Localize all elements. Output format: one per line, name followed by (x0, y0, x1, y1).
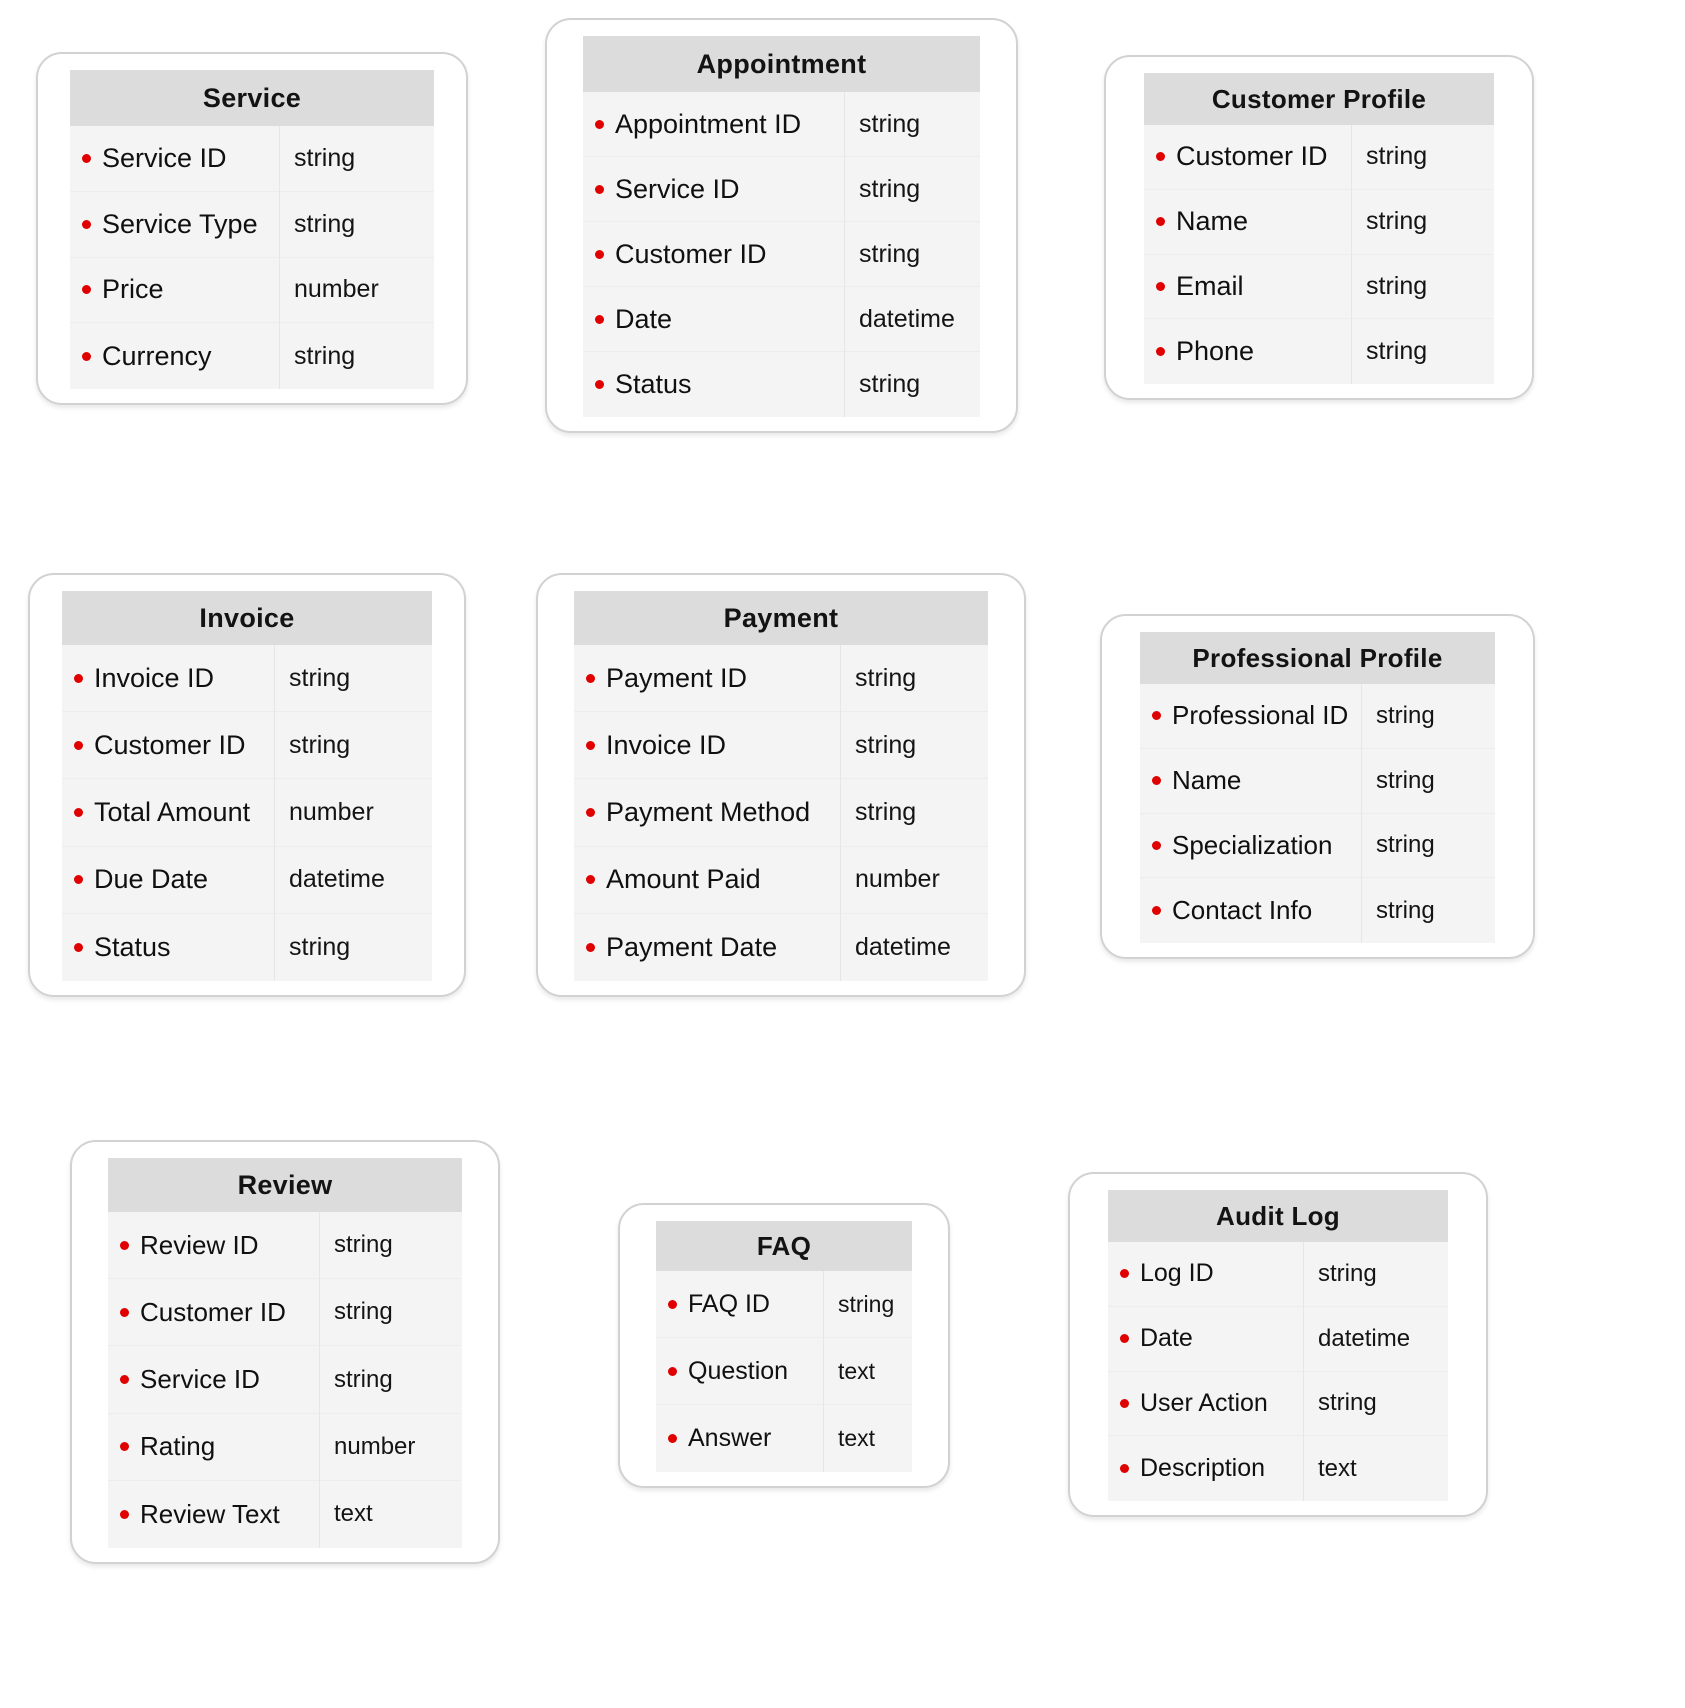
bullet-icon (586, 674, 595, 683)
attribute-type: text (334, 1500, 373, 1528)
attribute-name-cell (108, 1212, 320, 1279)
bullet-icon (1120, 1399, 1129, 1408)
attribute-row (1140, 684, 1495, 749)
bullet-icon (586, 943, 595, 952)
attribute-type: string (1366, 207, 1428, 236)
attribute-row (1144, 190, 1494, 255)
attribute-type: string (1376, 831, 1435, 859)
attribute-type-cell (280, 258, 434, 324)
attribute-row (1108, 1242, 1448, 1307)
attribute-table-appointment (583, 92, 980, 417)
attribute-table-invoice (62, 645, 432, 981)
attribute-name: Currency (102, 340, 212, 371)
attribute-name-cell (656, 1405, 824, 1472)
attribute-type: string (859, 370, 921, 398)
attribute-type-cell (845, 352, 980, 417)
attribute-row (1144, 255, 1494, 320)
bullet-icon (1156, 217, 1165, 226)
entity-title-service: Service (70, 70, 434, 126)
attribute-name: Contact Info (1172, 895, 1313, 926)
attribute-type: string (1318, 1259, 1377, 1287)
bullet-icon (120, 1241, 129, 1250)
bullet-icon (1120, 1464, 1129, 1473)
attribute-table-faq (656, 1271, 912, 1472)
attribute-type: string (859, 109, 921, 138)
attribute-name-cell (574, 914, 841, 981)
attribute-name: Due Date (94, 864, 209, 895)
attribute-type: string (1366, 142, 1428, 171)
attribute-type: string (334, 1365, 393, 1393)
attribute-name-cell (574, 779, 841, 846)
attribute-name-cell (1144, 125, 1352, 190)
bullet-icon (120, 1308, 129, 1317)
attribute-name: Payment Date (606, 931, 778, 962)
attribute-type-cell (1304, 1307, 1448, 1372)
attribute-type-cell (275, 779, 432, 846)
attribute-row (1108, 1307, 1448, 1372)
attribute-name-cell (1108, 1372, 1304, 1437)
attribute-type-cell (320, 1481, 462, 1548)
attribute-name: Date (615, 303, 673, 334)
attribute-row (62, 645, 432, 712)
attribute-type-cell (275, 914, 432, 981)
attribute-row (656, 1338, 912, 1405)
attribute-row (108, 1414, 462, 1481)
attribute-type: number (294, 275, 379, 304)
attribute-row (70, 192, 434, 258)
attribute-name-cell (656, 1271, 824, 1338)
attribute-name: Status (615, 369, 692, 399)
attribute-name: FAQ ID (688, 1289, 770, 1318)
attribute-name-cell (574, 847, 841, 914)
attribute-type-cell (320, 1414, 462, 1481)
bullet-icon (82, 352, 91, 361)
entity-card-audit-log[interactable] (1068, 1172, 1488, 1517)
bullet-icon (74, 875, 83, 884)
attribute-name: Question (688, 1356, 789, 1385)
attribute-name: Log ID (1140, 1259, 1214, 1288)
attribute-type-cell (1304, 1242, 1448, 1307)
entity-title-customer-profile: Customer Profile (1144, 73, 1494, 125)
attribute-type-cell (320, 1346, 462, 1413)
attribute-name: Payment ID (606, 662, 748, 693)
attribute-row (62, 847, 432, 914)
entity-title-faq: FAQ (656, 1221, 912, 1271)
attribute-type: datetime (289, 865, 385, 894)
bullet-icon (82, 220, 91, 229)
attribute-row (1140, 814, 1495, 879)
entity-card-appointment[interactable] (545, 18, 1018, 433)
entity-card-payment[interactable] (536, 573, 1026, 997)
attribute-name: Status (94, 931, 171, 962)
attribute-name-cell (1144, 255, 1352, 320)
attribute-name: Customer ID (615, 238, 767, 269)
attribute-type-cell (841, 779, 988, 846)
attribute-name: Email (1176, 270, 1244, 301)
attribute-type: datetime (859, 304, 955, 333)
attribute-name: Professional ID (1172, 700, 1349, 731)
attribute-type: string (1366, 337, 1428, 366)
attribute-type: string (294, 341, 356, 370)
bullet-icon (586, 808, 595, 817)
attribute-name-cell (574, 645, 841, 712)
attribute-type: string (1318, 1389, 1377, 1417)
bullet-icon (74, 943, 83, 952)
entity-card-faq[interactable] (618, 1203, 950, 1488)
attribute-name: Customer ID (1176, 141, 1328, 172)
attribute-name: Description (1140, 1454, 1266, 1483)
attribute-name-cell (583, 222, 845, 287)
attribute-name: Phone (1176, 336, 1255, 367)
attribute-type: string (1376, 701, 1435, 729)
bullet-icon (586, 875, 595, 884)
bullet-icon (668, 1434, 677, 1443)
bullet-icon (1156, 282, 1165, 291)
attribute-type: string (289, 663, 351, 692)
attribute-type: string (1366, 271, 1428, 300)
attribute-type: string (855, 798, 917, 826)
attribute-type: datetime (855, 932, 951, 961)
attribute-row (574, 847, 988, 914)
attribute-name-cell (108, 1414, 320, 1481)
bullet-icon (595, 315, 604, 324)
attribute-name-cell (1140, 684, 1362, 749)
attribute-name: Date (1140, 1324, 1193, 1353)
attribute-name: Customer ID (140, 1296, 286, 1327)
bullet-icon (595, 380, 604, 389)
attribute-type: number (334, 1432, 416, 1460)
entity-title-professional-profile: Professional Profile (1140, 632, 1495, 684)
attribute-name-cell (583, 352, 845, 417)
attribute-row (583, 157, 980, 222)
attribute-name: Amount Paid (606, 864, 761, 895)
entity-title-review: Review (108, 1158, 462, 1212)
attribute-name: User Action (1140, 1388, 1268, 1417)
entity-card-invoice[interactable] (28, 573, 466, 997)
attribute-type: string (289, 932, 351, 961)
attribute-name-cell (1144, 319, 1352, 384)
attribute-row (1108, 1436, 1448, 1501)
attribute-type-cell (845, 287, 980, 352)
entity-title-payment: Payment (574, 591, 988, 645)
attribute-type-cell (1352, 319, 1494, 384)
attribute-name: Specialization (1172, 829, 1333, 860)
bullet-icon (120, 1375, 129, 1384)
entity-card-service[interactable] (36, 52, 468, 405)
attribute-type-cell (1304, 1372, 1448, 1437)
attribute-type-cell (841, 645, 988, 712)
attribute-name: Answer (688, 1424, 772, 1452)
attribute-type: string (859, 239, 921, 268)
attribute-row (108, 1212, 462, 1279)
bullet-icon (1152, 776, 1161, 785)
attribute-name-cell (62, 645, 275, 712)
attribute-name-cell (62, 779, 275, 846)
attribute-row (70, 323, 434, 389)
entity-card-review[interactable] (70, 1140, 500, 1564)
attribute-row (70, 258, 434, 324)
attribute-row (62, 779, 432, 846)
bullet-icon (1156, 152, 1165, 161)
attribute-name: Service ID (615, 173, 740, 204)
attribute-type: text (838, 1425, 876, 1451)
attribute-type: string (859, 174, 921, 203)
attribute-type: string (855, 663, 917, 692)
attribute-row (108, 1279, 462, 1346)
attribute-type: string (855, 730, 917, 759)
attribute-type-cell (280, 126, 434, 192)
attribute-row (656, 1405, 912, 1472)
attribute-row (656, 1271, 912, 1338)
attribute-name-cell (70, 323, 280, 389)
attribute-table-service (70, 126, 434, 389)
attribute-row (574, 914, 988, 981)
attribute-type-cell (1304, 1436, 1448, 1501)
entity-card-customer-profile[interactable] (1104, 55, 1534, 400)
attribute-type-cell (275, 712, 432, 779)
attribute-name-cell (1108, 1242, 1304, 1307)
attribute-type-cell (275, 847, 432, 914)
attribute-name: Name (1176, 206, 1249, 237)
attribute-name: Service ID (102, 142, 227, 173)
attribute-name-cell (62, 847, 275, 914)
attribute-type: text (838, 1357, 876, 1384)
attribute-table-audit-log (1108, 1242, 1448, 1501)
attribute-row (108, 1481, 462, 1548)
attribute-row (1140, 749, 1495, 814)
bullet-icon (586, 741, 595, 750)
attribute-row (62, 914, 432, 981)
attribute-row (583, 92, 980, 157)
attribute-name-cell (574, 712, 841, 779)
bullet-icon (82, 154, 91, 163)
attribute-type-cell (845, 157, 980, 222)
attribute-type-cell (845, 222, 980, 287)
attribute-name-cell (62, 712, 275, 779)
attribute-type-cell (824, 1405, 912, 1472)
attribute-type-cell (824, 1271, 912, 1338)
attribute-type: string (334, 1298, 393, 1326)
attribute-type-cell (845, 92, 980, 157)
attribute-name-cell (62, 914, 275, 981)
entity-title-appointment: Appointment (583, 36, 980, 92)
attribute-table-review (108, 1212, 462, 1548)
attribute-name-cell (108, 1481, 320, 1548)
attribute-type: string (294, 143, 356, 172)
attribute-row (108, 1346, 462, 1413)
attribute-row (583, 352, 980, 417)
attribute-type: string (1376, 766, 1435, 794)
attribute-name-cell (108, 1346, 320, 1413)
attribute-type: number (289, 798, 374, 826)
attribute-name: Review Text (140, 1498, 280, 1529)
attribute-row (574, 645, 988, 712)
attribute-type: string (334, 1231, 393, 1259)
attribute-name-cell (1108, 1436, 1304, 1501)
attribute-type: string (294, 209, 356, 238)
attribute-row (574, 712, 988, 779)
attribute-type: text (1318, 1454, 1357, 1482)
attribute-table-professional-profile (1140, 684, 1495, 943)
attribute-name: Review ID (140, 1229, 259, 1260)
attribute-type-cell (1362, 878, 1495, 943)
bullet-icon (1156, 347, 1165, 356)
bullet-icon (120, 1442, 129, 1451)
attribute-name-cell (70, 258, 280, 324)
attribute-row (583, 222, 980, 287)
attribute-type-cell (1362, 814, 1495, 879)
attribute-name-cell (1140, 814, 1362, 879)
bullet-icon (1152, 841, 1161, 850)
bullet-icon (1120, 1269, 1129, 1278)
attribute-type-cell (320, 1279, 462, 1346)
attribute-name-cell (656, 1338, 824, 1405)
attribute-name-cell (108, 1279, 320, 1346)
attribute-type-cell (1352, 125, 1494, 190)
attribute-row (1140, 878, 1495, 943)
attribute-row (1108, 1372, 1448, 1437)
attribute-name: Rating (140, 1431, 216, 1462)
attribute-type-cell (1362, 749, 1495, 814)
entity-card-professional-profile[interactable] (1100, 614, 1535, 959)
bullet-icon (120, 1510, 129, 1519)
entity-title-audit-log: Audit Log (1108, 1190, 1448, 1242)
attribute-name: Service ID (140, 1364, 260, 1394)
attribute-name-cell (1140, 749, 1362, 814)
attribute-name: Invoice ID (606, 729, 727, 760)
bullet-icon (668, 1367, 677, 1376)
attribute-name-cell (1144, 190, 1352, 255)
attribute-type-cell (824, 1338, 912, 1405)
attribute-name: Price (102, 274, 164, 305)
bullet-icon (1120, 1334, 1129, 1343)
attribute-row (574, 779, 988, 846)
attribute-name: Name (1172, 765, 1242, 796)
attribute-name-cell (1140, 878, 1362, 943)
attribute-name: Service Type (102, 208, 258, 239)
bullet-icon (1152, 906, 1161, 915)
attribute-name: Total Amount (94, 797, 251, 827)
attribute-name-cell (583, 157, 845, 222)
bullet-icon (1152, 711, 1161, 720)
attribute-type-cell (1352, 255, 1494, 320)
attribute-row (70, 126, 434, 192)
bullet-icon (82, 285, 91, 294)
bullet-icon (595, 250, 604, 259)
attribute-type: datetime (1318, 1324, 1411, 1352)
attribute-name-cell (583, 287, 845, 352)
attribute-row (1144, 125, 1494, 190)
attribute-row (583, 287, 980, 352)
attribute-type-cell (841, 914, 988, 981)
attribute-name: Appointment ID (615, 108, 802, 139)
attribute-row (62, 712, 432, 779)
attribute-type-cell (275, 645, 432, 712)
attribute-name-cell (70, 126, 280, 192)
attribute-type-cell (320, 1212, 462, 1279)
entity-title-invoice: Invoice (62, 591, 432, 645)
attribute-row (1144, 319, 1494, 384)
attribute-type: string (838, 1290, 895, 1317)
attribute-type: string (289, 730, 351, 759)
attribute-type: number (855, 865, 940, 894)
bullet-icon (668, 1300, 677, 1309)
bullet-icon (74, 808, 83, 817)
attribute-type-cell (1352, 190, 1494, 255)
attribute-type-cell (841, 847, 988, 914)
bullet-icon (74, 674, 83, 683)
attribute-type: string (1376, 896, 1435, 924)
attribute-name-cell (70, 192, 280, 258)
attribute-name: Customer ID (94, 729, 246, 760)
attribute-table-customer-profile (1144, 125, 1494, 384)
bullet-icon (595, 185, 604, 194)
attribute-type-cell (280, 323, 434, 389)
attribute-name-cell (583, 92, 845, 157)
attribute-name: Invoice ID (94, 662, 215, 693)
attribute-name: Payment Method (606, 797, 811, 827)
attribute-table-payment (574, 645, 988, 981)
attribute-type-cell (280, 192, 434, 258)
attribute-type-cell (841, 712, 988, 779)
attribute-type-cell (1362, 684, 1495, 749)
bullet-icon (595, 120, 604, 129)
bullet-icon (74, 741, 83, 750)
attribute-name-cell (1108, 1307, 1304, 1372)
